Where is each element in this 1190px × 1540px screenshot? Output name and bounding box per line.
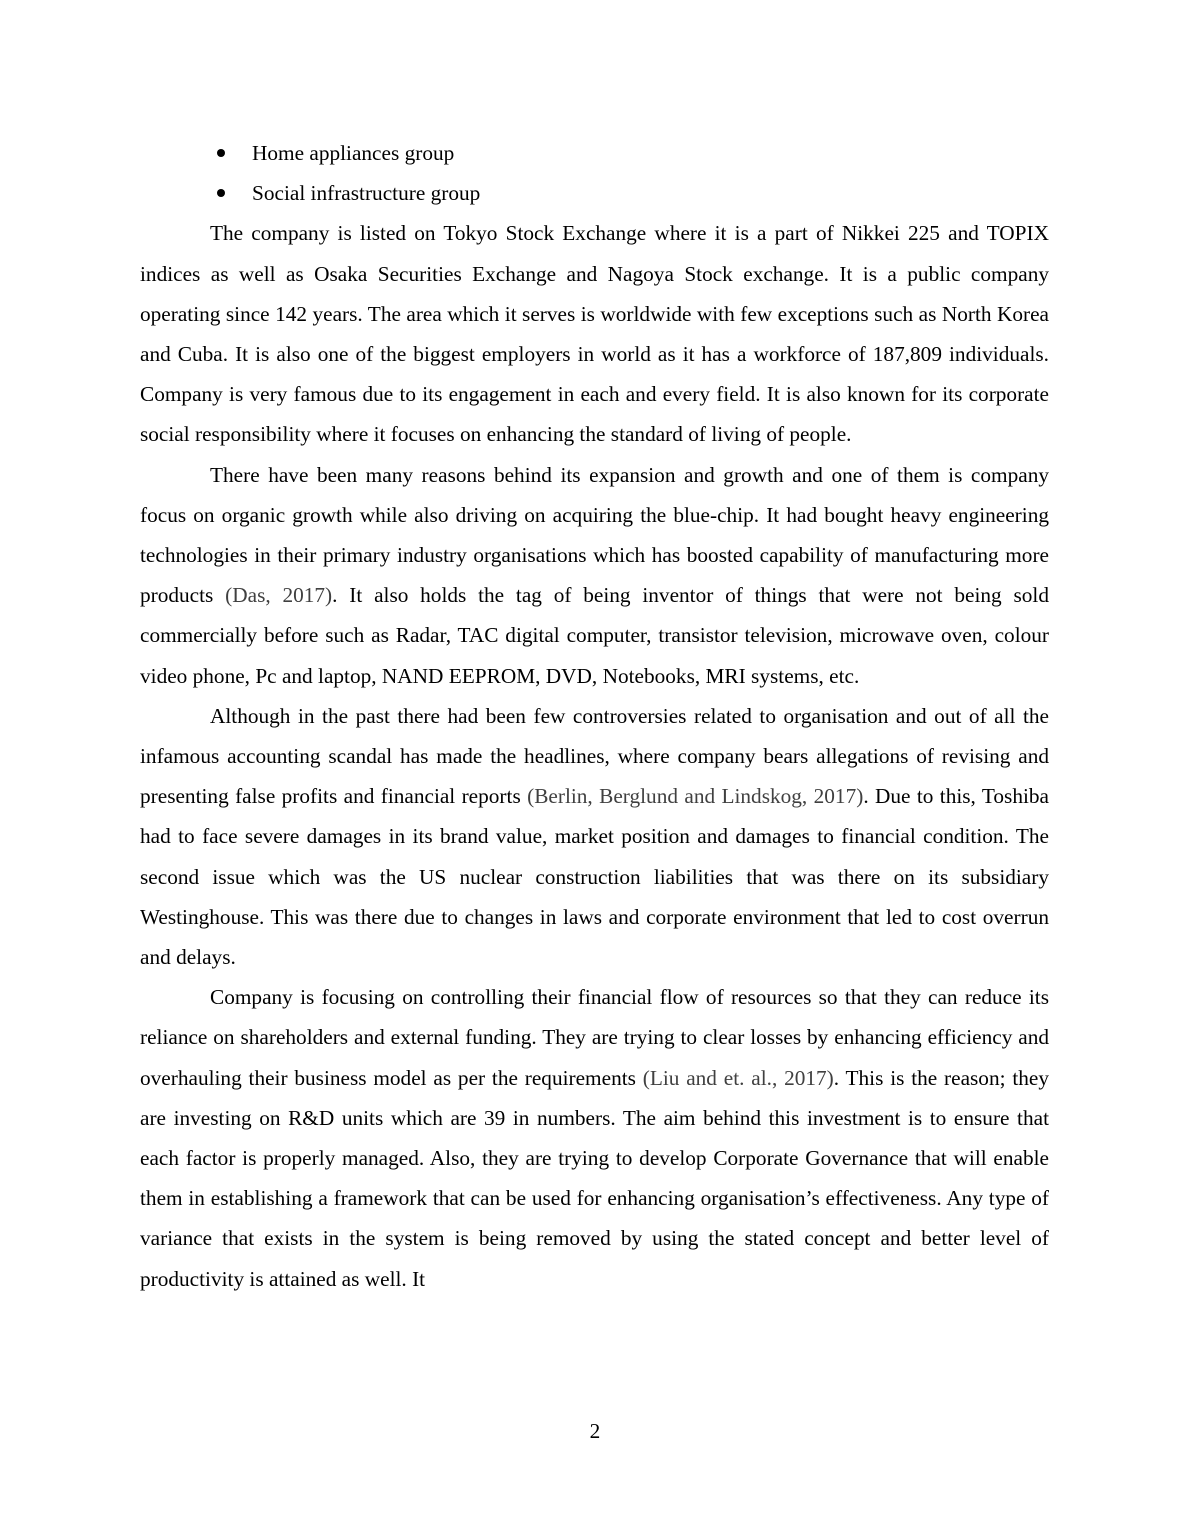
paragraph-text: There have been many reasons behind its expansion and growth and one of them is company focus on organic growth while also driving on acquiring the blue-chip. It had bought heavy engineering technologies in their primary industry organisations which has boosted capability of manufacturing more products xyxy=(140,462,1049,608)
paragraph-text: . This is the reason; they are investing on R&D units which are 39 in numbers. The aim behind this investment is to ensure that each factor is properly managed. Also, they are trying to develop Corporate Governance that will enable them in establishing a framework that can be used for enhancing organisation’s effectiveness. Any type of variance that exists in the system is being removed by using the stated concept and better level of productivity is attained as well. It xyxy=(140,1065,1049,1291)
paragraph-text: . Due to this, Toshiba had to face severe damages in its brand value, market position and damages to financial condition. The second issue which was the US nuclear construction liabilities that was there on its subsidiary Westinghouse. This was there due to changes in laws and corporate environment that led to cost overrun and delays. xyxy=(140,784,1049,970)
list-item xyxy=(140,133,1049,173)
paragraph-text: The company is listed on Tokyo Stock Exchange where it is a part of Nikkei 225 and TOPIX indices as well as Osaka Securities Exchange and Nagoya Stock exchange. It is a public company operating since 142 years. The area which it serves is worldwide with few exceptions such as North Korea and Cuba. It is also one of the biggest employers in world as it has a workforce of 187,809 individuals. Company is very famous due to its engagement in each and every field. It is also known for its corporate social responsibility where it focuses on enhancing the standard of living of people. xyxy=(140,221,1049,447)
citation: (Das, 2017) xyxy=(225,583,333,608)
paragraph-stock-listing xyxy=(140,213,1049,454)
list-item xyxy=(140,173,1049,213)
paragraph-growth xyxy=(140,455,1049,696)
list-item-text: Social infrastructure group xyxy=(252,181,481,206)
paragraph-text: Although in the past there had been few controversies related to organisation and out of all the infamous accounting scandal has made the headlines, where company bears allegations of revising and presenting false profits and financial reports xyxy=(140,703,1049,809)
bullet-list xyxy=(140,133,1049,213)
citation: (Liu and et. al., 2017) xyxy=(642,1065,834,1090)
page-number: 2 xyxy=(589,1419,601,1443)
citation: (Berlin, Berglund and Lindskog, 2017) xyxy=(527,784,864,809)
paragraph-text: . It also holds the tag of being inventor of things that were not being sold commercially before such as Radar, TAC digital computer, transistor television, microwave oven, colour video phone, Pc and laptop, NAND EEPROM, DVD, Notebooks, MRI systems, etc. xyxy=(140,583,1049,688)
bullet-icon xyxy=(217,149,225,157)
paragraph-controversies xyxy=(140,696,1049,977)
list-item-text: Home appliances group xyxy=(252,141,455,165)
paragraph-financial-flow xyxy=(140,977,1049,1299)
bullet-icon xyxy=(217,189,225,197)
paragraph-text: Company is focusing on controlling their financial flow of resources so that they can reduce its reliance on shareholders and external funding. They are trying to clear losses by enhancing efficiency and overhauling their business model as per the requirements xyxy=(140,985,1049,1090)
page-content xyxy=(140,133,1049,1299)
